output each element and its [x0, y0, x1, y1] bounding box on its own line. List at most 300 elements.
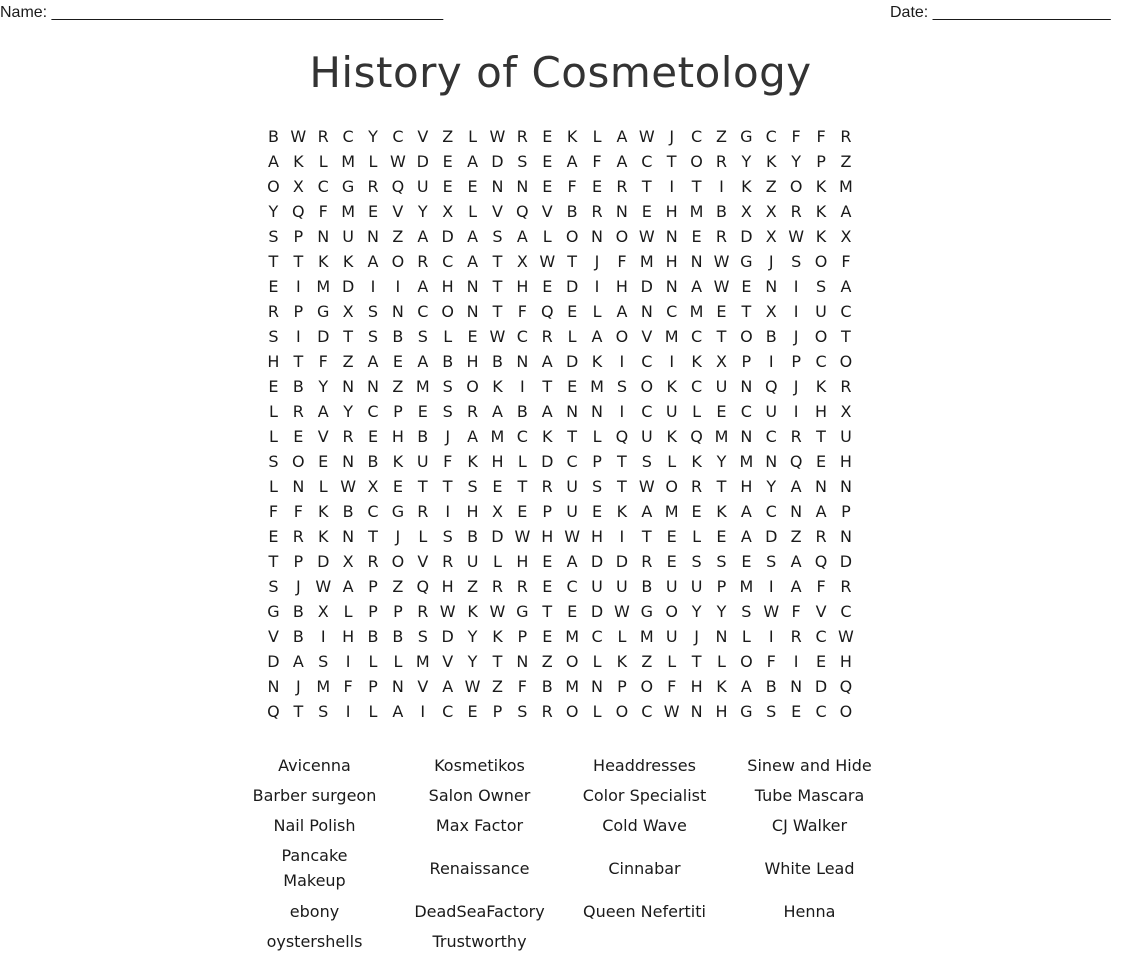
grid-letter[interactable]: T: [492, 652, 503, 671]
grid-letter[interactable]: E: [741, 277, 752, 296]
grid-letter[interactable]: L: [617, 627, 627, 646]
grid-letter[interactable]: R: [541, 702, 553, 721]
grid-letter[interactable]: E: [591, 177, 603, 196]
grid-letter[interactable]: K: [317, 252, 329, 271]
grid-letter[interactable]: X: [491, 502, 503, 521]
grid-letter[interactable]: Z: [392, 227, 404, 246]
grid-letter[interactable]: N: [516, 352, 529, 371]
grid-letter[interactable]: G: [391, 502, 405, 521]
grid-letter[interactable]: B: [292, 627, 304, 646]
grid-letter[interactable]: S: [442, 402, 453, 421]
grid-letter[interactable]: S: [492, 227, 503, 246]
grid-letter[interactable]: X: [765, 227, 777, 246]
grid-letter[interactable]: S: [591, 477, 603, 496]
grid-letter[interactable]: I: [768, 352, 774, 371]
grid-letter[interactable]: F: [293, 502, 303, 521]
grid-letter[interactable]: U: [715, 377, 728, 396]
grid-letter[interactable]: M: [714, 427, 729, 446]
grid-letter[interactable]: Q: [814, 552, 828, 571]
grid-letter[interactable]: Z: [342, 352, 354, 371]
grid-letter[interactable]: L: [268, 427, 278, 446]
grid-letter[interactable]: O: [391, 552, 405, 571]
grid-letter[interactable]: V: [392, 202, 404, 221]
grid-letter[interactable]: O: [665, 602, 678, 621]
grid-letter[interactable]: E: [815, 652, 827, 671]
grid-letter[interactable]: K: [666, 427, 677, 446]
grid-letter[interactable]: S: [691, 552, 702, 571]
grid-letter[interactable]: T: [542, 602, 553, 621]
grid-letter[interactable]: P: [617, 677, 627, 696]
grid-letter[interactable]: U: [665, 402, 678, 421]
grid-letter[interactable]: D: [590, 552, 604, 571]
grid-letter[interactable]: O: [391, 252, 405, 271]
grid-letter[interactable]: F: [517, 677, 527, 696]
grid-letter[interactable]: C: [840, 302, 852, 321]
grid-letter[interactable]: T: [841, 327, 851, 346]
grid-letter[interactable]: L: [741, 627, 751, 646]
grid-letter[interactable]: T: [816, 427, 826, 446]
grid-letter[interactable]: P: [368, 677, 378, 696]
grid-letter[interactable]: L: [567, 327, 577, 346]
grid-letter[interactable]: C: [566, 577, 578, 596]
grid-letter[interactable]: R: [815, 527, 827, 546]
grid-letter[interactable]: E: [791, 702, 802, 721]
grid-letter[interactable]: W: [489, 327, 506, 346]
grid-letter[interactable]: N: [491, 177, 504, 196]
grid-letter[interactable]: E: [517, 502, 528, 521]
grid-letter[interactable]: U: [665, 627, 678, 646]
grid-letter[interactable]: R: [417, 502, 429, 521]
grid-letter[interactable]: Q: [267, 702, 280, 721]
grid-letter[interactable]: K: [815, 377, 827, 396]
grid-letter[interactable]: N: [566, 402, 579, 421]
grid-letter[interactable]: L: [468, 202, 478, 221]
grid-letter[interactable]: P: [368, 602, 378, 621]
grid-letter[interactable]: Q: [839, 677, 853, 696]
grid-letter[interactable]: W: [638, 227, 655, 246]
grid-letter[interactable]: S: [716, 552, 727, 571]
grid-letter[interactable]: Y: [417, 202, 428, 221]
grid-letter[interactable]: K: [815, 227, 827, 246]
grid-letter[interactable]: B: [541, 677, 553, 696]
grid-letter[interactable]: E: [542, 577, 553, 596]
grid-letter[interactable]: I: [295, 277, 301, 296]
grid-letter[interactable]: O: [441, 302, 454, 321]
grid-letter[interactable]: C: [765, 127, 777, 146]
grid-letter[interactable]: B: [367, 452, 379, 471]
grid-letter[interactable]: Z: [491, 677, 503, 696]
grid-letter[interactable]: L: [368, 152, 378, 171]
grid-letter[interactable]: Z: [765, 177, 777, 196]
grid-letter[interactable]: N: [466, 302, 479, 321]
grid-letter[interactable]: Q: [516, 202, 529, 221]
grid-letter[interactable]: P: [542, 502, 553, 521]
grid-letter[interactable]: L: [592, 302, 602, 321]
grid-letter[interactable]: F: [343, 677, 353, 696]
grid-letter[interactable]: T: [268, 252, 279, 271]
grid-letter[interactable]: S: [517, 702, 528, 721]
grid-letter[interactable]: T: [442, 477, 453, 496]
grid-letter[interactable]: M: [341, 202, 356, 221]
grid-letter[interactable]: M: [839, 177, 853, 196]
grid-letter[interactable]: E: [467, 327, 478, 346]
grid-letter[interactable]: I: [669, 177, 675, 196]
grid-letter[interactable]: O: [814, 327, 828, 346]
grid-letter[interactable]: C: [367, 402, 379, 421]
grid-letter[interactable]: W: [439, 602, 456, 621]
grid-letter[interactable]: S: [268, 227, 279, 246]
grid-letter[interactable]: A: [267, 152, 279, 171]
grid-letter[interactable]: G: [740, 127, 753, 146]
grid-letter[interactable]: G: [740, 702, 753, 721]
grid-letter[interactable]: D: [590, 602, 604, 621]
grid-letter[interactable]: U: [466, 552, 479, 571]
grid-letter[interactable]: X: [765, 302, 777, 321]
grid-letter[interactable]: P: [492, 702, 503, 721]
grid-letter[interactable]: T: [368, 527, 378, 546]
grid-letter[interactable]: T: [617, 477, 627, 496]
grid-letter[interactable]: J: [793, 377, 799, 396]
grid-letter[interactable]: N: [516, 652, 529, 671]
grid-letter[interactable]: E: [318, 452, 329, 471]
grid-letter[interactable]: E: [691, 227, 702, 246]
grid-letter[interactable]: L: [368, 702, 378, 721]
grid-letter[interactable]: E: [567, 602, 578, 621]
grid-letter[interactable]: E: [741, 552, 752, 571]
grid-letter[interactable]: F: [791, 602, 801, 621]
grid-letter[interactable]: E: [716, 302, 727, 321]
grid-letter[interactable]: J: [768, 252, 774, 271]
grid-letter[interactable]: N: [391, 677, 404, 696]
grid-letter[interactable]: J: [445, 427, 451, 446]
grid-letter[interactable]: R: [467, 402, 479, 421]
grid-letter[interactable]: Q: [292, 202, 305, 221]
grid-letter[interactable]: B: [491, 352, 503, 371]
grid-letter[interactable]: I: [445, 502, 451, 521]
grid-letter[interactable]: B: [516, 402, 528, 421]
grid-letter[interactable]: S: [741, 602, 752, 621]
grid-letter[interactable]: O: [565, 227, 579, 246]
grid-letter[interactable]: B: [392, 327, 404, 346]
grid-letter[interactable]: K: [492, 377, 503, 396]
grid-letter[interactable]: K: [392, 452, 404, 471]
grid-letter[interactable]: H: [267, 352, 280, 371]
grid-letter[interactable]: J: [793, 327, 799, 346]
grid-letter[interactable]: K: [566, 127, 578, 146]
grid-letter[interactable]: H: [441, 577, 454, 596]
grid-letter[interactable]: H: [839, 452, 852, 471]
grid-letter[interactable]: F: [816, 577, 826, 596]
grid-letter[interactable]: H: [516, 277, 529, 296]
grid-letter[interactable]: E: [666, 527, 677, 546]
grid-letter[interactable]: D: [765, 527, 778, 546]
grid-letter[interactable]: R: [317, 127, 329, 146]
grid-letter[interactable]: O: [565, 652, 579, 671]
grid-letter[interactable]: T: [716, 477, 727, 496]
grid-letter[interactable]: P: [293, 227, 304, 246]
grid-letter[interactable]: H: [665, 252, 678, 271]
grid-letter[interactable]: K: [317, 502, 329, 521]
grid-letter[interactable]: I: [420, 702, 426, 721]
grid-letter[interactable]: D: [740, 227, 753, 246]
grid-letter[interactable]: S: [417, 627, 428, 646]
grid-letter[interactable]: F: [667, 677, 677, 696]
grid-letter[interactable]: A: [467, 252, 479, 271]
grid-letter[interactable]: K: [691, 452, 702, 471]
grid-letter[interactable]: G: [516, 602, 529, 621]
grid-letter[interactable]: F: [841, 252, 851, 271]
grid-letter[interactable]: R: [491, 577, 504, 596]
grid-letter[interactable]: M: [565, 627, 580, 646]
grid-letter[interactable]: R: [292, 402, 304, 421]
grid-letter[interactable]: D: [839, 552, 853, 571]
grid-letter[interactable]: Z: [392, 577, 404, 596]
grid-letter[interactable]: C: [765, 502, 777, 521]
grid-letter[interactable]: C: [442, 252, 454, 271]
grid-letter[interactable]: S: [268, 577, 279, 596]
grid-letter[interactable]: F: [617, 252, 627, 271]
grid-letter[interactable]: W: [763, 602, 780, 621]
grid-letter[interactable]: T: [641, 177, 652, 196]
grid-letter[interactable]: L: [542, 227, 552, 246]
grid-letter[interactable]: W: [638, 477, 655, 496]
grid-letter[interactable]: S: [641, 452, 652, 471]
grid-letter[interactable]: W: [489, 602, 506, 621]
grid-letter[interactable]: M: [739, 577, 754, 596]
grid-letter[interactable]: K: [666, 377, 677, 396]
grid-letter[interactable]: Y: [343, 402, 353, 421]
grid-letter[interactable]: O: [466, 377, 479, 396]
grid-letter[interactable]: C: [317, 177, 329, 196]
grid-letter[interactable]: B: [765, 327, 777, 346]
grid-letter[interactable]: F: [318, 352, 328, 371]
grid-letter[interactable]: A: [840, 277, 852, 296]
grid-letter[interactable]: R: [840, 577, 852, 596]
grid-letter[interactable]: A: [491, 402, 503, 421]
grid-letter[interactable]: R: [516, 127, 528, 146]
grid-letter[interactable]: S: [268, 327, 279, 346]
grid-letter[interactable]: B: [417, 427, 429, 446]
grid-letter[interactable]: E: [268, 527, 279, 546]
grid-letter[interactable]: R: [715, 152, 728, 171]
grid-letter[interactable]: S: [815, 277, 827, 296]
grid-letter[interactable]: L: [592, 127, 602, 146]
grid-letter[interactable]: L: [318, 152, 328, 171]
grid-letter[interactable]: E: [367, 202, 379, 221]
grid-letter[interactable]: D: [317, 327, 330, 346]
grid-letter[interactable]: Z: [715, 127, 727, 146]
grid-letter[interactable]: K: [815, 177, 827, 196]
grid-letter[interactable]: O: [740, 652, 753, 671]
grid-letter[interactable]: W: [539, 252, 556, 271]
grid-letter[interactable]: E: [542, 277, 553, 296]
grid-letter[interactable]: P: [293, 552, 304, 571]
grid-letter[interactable]: I: [345, 652, 351, 671]
grid-letter[interactable]: P: [716, 577, 727, 596]
grid-letter[interactable]: H: [591, 527, 604, 546]
grid-letter[interactable]: A: [616, 152, 628, 171]
grid-letter[interactable]: P: [791, 352, 801, 371]
grid-letter[interactable]: S: [766, 552, 777, 571]
grid-letter[interactable]: R: [541, 477, 553, 496]
grid-letter[interactable]: W: [315, 577, 332, 596]
grid-letter[interactable]: U: [416, 177, 429, 196]
grid-letter[interactable]: N: [740, 427, 753, 446]
grid-letter[interactable]: M: [316, 277, 331, 296]
grid-letter[interactable]: V: [417, 552, 429, 571]
grid-letter[interactable]: S: [442, 527, 453, 546]
grid-letter[interactable]: R: [715, 227, 728, 246]
grid-letter[interactable]: Y: [766, 477, 777, 496]
grid-letter[interactable]: D: [491, 527, 504, 546]
grid-letter[interactable]: X: [292, 177, 304, 196]
grid-letter[interactable]: M: [739, 452, 754, 471]
grid-letter[interactable]: F: [318, 202, 328, 221]
grid-letter[interactable]: E: [542, 177, 553, 196]
grid-letter[interactable]: M: [590, 377, 604, 396]
grid-letter[interactable]: N: [765, 452, 778, 471]
grid-letter[interactable]: C: [691, 377, 703, 396]
grid-letter[interactable]: N: [591, 677, 603, 696]
grid-letter[interactable]: V: [317, 427, 329, 446]
grid-letter[interactable]: X: [840, 227, 852, 246]
grid-letter[interactable]: A: [740, 527, 752, 546]
grid-letter[interactable]: T: [343, 327, 353, 346]
grid-letter[interactable]: L: [493, 552, 502, 571]
grid-letter[interactable]: W: [564, 527, 581, 546]
grid-letter[interactable]: E: [293, 427, 304, 446]
grid-letter[interactable]: A: [815, 502, 827, 521]
grid-letter[interactable]: N: [317, 227, 330, 246]
grid-letter[interactable]: N: [765, 277, 778, 296]
grid-letter[interactable]: I: [669, 352, 675, 371]
grid-letter[interactable]: A: [467, 227, 479, 246]
grid-letter[interactable]: E: [716, 402, 727, 421]
grid-letter[interactable]: B: [392, 627, 404, 646]
grid-letter[interactable]: J: [295, 677, 301, 696]
grid-letter[interactable]: O: [615, 327, 629, 346]
grid-letter[interactable]: Y: [716, 452, 727, 471]
grid-letter[interactable]: W: [713, 277, 730, 296]
grid-letter[interactable]: I: [395, 277, 401, 296]
grid-letter[interactable]: Y: [716, 602, 727, 621]
grid-letter[interactable]: C: [367, 502, 379, 521]
grid-letter[interactable]: E: [567, 302, 578, 321]
grid-letter[interactable]: R: [591, 202, 603, 221]
grid-letter[interactable]: A: [740, 502, 752, 521]
grid-letter[interactable]: L: [418, 527, 428, 546]
grid-letter[interactable]: R: [367, 552, 379, 571]
grid-letter[interactable]: B: [267, 127, 279, 146]
grid-letter[interactable]: W: [614, 602, 630, 621]
grid-letter[interactable]: E: [467, 702, 478, 721]
grid-letter[interactable]: L: [468, 127, 478, 146]
grid-letter[interactable]: O: [740, 327, 753, 346]
grid-letter[interactable]: C: [815, 352, 827, 371]
grid-letter[interactable]: M: [341, 152, 356, 171]
grid-letter[interactable]: E: [442, 177, 453, 196]
grid-letter[interactable]: N: [367, 377, 379, 396]
grid-letter[interactable]: E: [542, 627, 553, 646]
grid-letter[interactable]: K: [716, 502, 727, 521]
grid-letter[interactable]: E: [591, 502, 603, 521]
grid-letter[interactable]: B: [342, 502, 354, 521]
grid-letter[interactable]: R: [790, 627, 802, 646]
grid-letter[interactable]: H: [815, 402, 828, 421]
grid-letter[interactable]: A: [541, 402, 553, 421]
grid-letter[interactable]: N: [665, 277, 678, 296]
grid-letter[interactable]: C: [815, 702, 827, 721]
grid-letter[interactable]: T: [268, 552, 279, 571]
grid-letter[interactable]: D: [441, 227, 454, 246]
grid-letter[interactable]: O: [839, 702, 853, 721]
grid-letter[interactable]: M: [415, 652, 430, 671]
grid-letter[interactable]: O: [615, 227, 629, 246]
grid-letter[interactable]: A: [417, 227, 429, 246]
grid-letter[interactable]: S: [367, 302, 379, 321]
grid-letter[interactable]: Y: [268, 202, 279, 221]
grid-letter[interactable]: K: [467, 602, 478, 621]
grid-letter[interactable]: Z: [392, 377, 404, 396]
grid-letter[interactable]: S: [318, 652, 329, 671]
grid-letter[interactable]: O: [615, 702, 629, 721]
grid-letter[interactable]: N: [267, 677, 280, 696]
grid-letter[interactable]: A: [317, 402, 329, 421]
grid-letter[interactable]: P: [368, 577, 378, 596]
grid-letter[interactable]: M: [664, 327, 679, 346]
grid-letter[interactable]: A: [616, 302, 628, 321]
grid-letter[interactable]: Z: [467, 577, 479, 596]
grid-letter[interactable]: C: [641, 402, 653, 421]
grid-letter[interactable]: D: [267, 652, 280, 671]
grid-letter[interactable]: Y: [368, 127, 378, 146]
grid-letter[interactable]: U: [591, 577, 603, 596]
grid-letter[interactable]: K: [616, 652, 628, 671]
grid-letter[interactable]: A: [342, 577, 354, 596]
grid-letter[interactable]: K: [467, 452, 478, 471]
grid-letter[interactable]: D: [491, 152, 504, 171]
grid-letter[interactable]: S: [417, 327, 428, 346]
grid-letter[interactable]: G: [740, 252, 753, 271]
grid-letter[interactable]: E: [417, 402, 428, 421]
grid-letter[interactable]: I: [320, 627, 326, 646]
grid-letter[interactable]: N: [715, 627, 728, 646]
grid-letter[interactable]: W: [788, 227, 805, 246]
grid-letter[interactable]: M: [316, 677, 331, 696]
grid-letter[interactable]: C: [591, 627, 603, 646]
grid-letter[interactable]: C: [417, 302, 429, 321]
grid-letter[interactable]: T: [617, 452, 627, 471]
grid-letter[interactable]: Q: [391, 177, 405, 196]
grid-letter[interactable]: S: [791, 252, 802, 271]
grid-letter[interactable]: H: [740, 477, 753, 496]
grid-letter[interactable]: R: [790, 202, 802, 221]
grid-letter[interactable]: U: [616, 577, 628, 596]
grid-letter[interactable]: M: [490, 427, 505, 446]
grid-letter[interactable]: L: [667, 652, 677, 671]
grid-letter[interactable]: A: [417, 277, 429, 296]
grid-letter[interactable]: A: [516, 227, 528, 246]
grid-letter[interactable]: R: [516, 577, 528, 596]
grid-letter[interactable]: W: [638, 127, 655, 146]
grid-letter[interactable]: E: [542, 552, 553, 571]
grid-letter[interactable]: E: [492, 477, 503, 496]
grid-letter[interactable]: U: [815, 302, 827, 321]
grid-letter[interactable]: A: [790, 552, 802, 571]
grid-letter[interactable]: T: [417, 477, 428, 496]
grid-letter[interactable]: E: [367, 427, 379, 446]
grid-letter[interactable]: V: [417, 127, 429, 146]
